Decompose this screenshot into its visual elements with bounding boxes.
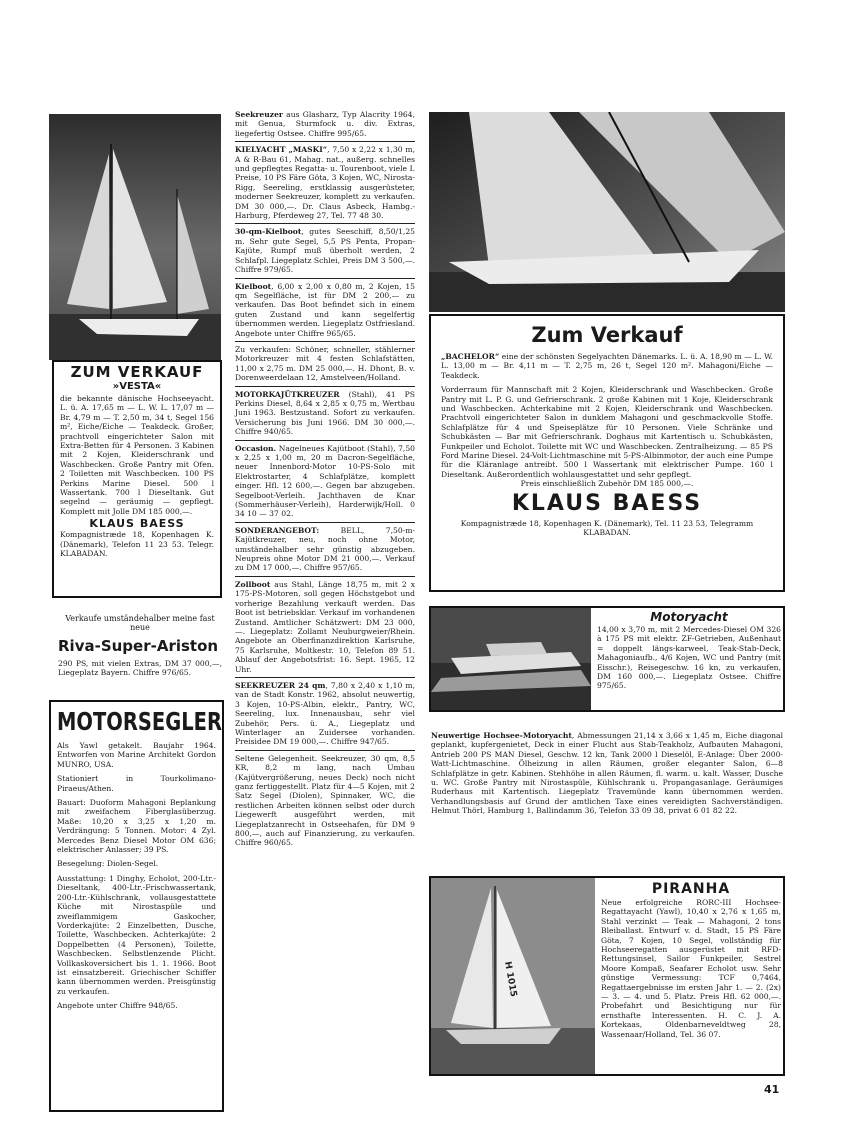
riva-name: Riva-Super-Ariston <box>58 636 219 655</box>
motorsegler-p3: Bauart: Duoform Mahagoni Beplankung mit zweifachem Fiberglasüberzug. Maße: 10,20 x 3,25 x 1,20 m. Verdrängung: 5 Tonnen. Motor: 4 Zyl. Mercedes Benz Diesel Motor OM 636; elektrischer Anlasser; 39 PS. <box>57 798 216 855</box>
motoryacht-title: Motoryacht <box>650 610 728 624</box>
classified-ad <box>235 345 415 383</box>
ad-body: Zu verkaufen: Schöner, schneller, stählerner Motorkreuzer mit 4 festen Schlafstätten, 11,00 x 2,75 m. DM 25 000,—. H. Dhont, B. v. Dorenweerdelaan 12, Amstelveen/Holland. <box>235 344 415 383</box>
classified-ad <box>235 681 415 747</box>
piranha-text <box>601 880 781 1039</box>
bachelor-specs: eine der schönsten Segelyachten Dänemarks. L. ü. A. 18,90 m — L. W. L. 13,00 m — Br. 4,11 m — T. 2,75 m, 26 t, Segel 120 m². Mahagoni/Eiche — Teakdeck. <box>441 352 773 380</box>
ad-lead: KIELYACHT „MASKI“ <box>235 145 328 155</box>
vesta-photo <box>49 114 221 360</box>
vesta-body: die bekannte dänische Hochseeyacht. L. ü. A. 17,65 m — L. W. L. 17,07 m — Br. 4,79 m — T. 2,50 m, 34 t, Segel 156 m², Eiche/Eiche — Teakdeck. Großer, prachtvoll eingerichteter Salon mit Extra-Betten für 4 Personen. 3 Kabinen mit 2 Kojen, Kleiderschrank und Waschbecken. Große Pantry mit Ofen. 2 Toiletten mit Waschbecken. 100 PS Perkins Marine Diesel. 500 l Wassertank. 700 l Dieseltank. Gut segelnd — geräumig — gepflegt. Komplett mit Jolle DM 185 000,—. <box>60 394 214 516</box>
page-number: 41 <box>764 1083 780 1096</box>
classified-ad <box>235 580 415 674</box>
bachelor-seller: KLAUS BAESS <box>511 490 703 516</box>
piranha-ad <box>429 876 785 1076</box>
hochsee-body: , Abmessungen 21,14 x 3,66 x 1,45 m, Eiche diagonal geplankt, kupfergenietet, Deck in einer Flucht aus Stab-Teakholz, Aufbauten Mahagoni, Antrieb 200 PS MAN Diesel, Geschw. 12 kn, Tank 2000 l Dieselöl, E-Anlage: Über 2000-Watt-Lichtmaschine. Ölheizung in allen Räumen, großer eleganter Salon, 6—8 Schlafplätze in getr. Kabinen. Stehhöhe in allen Räumen, fl. warm. u. kalt. Wasser, Dusche u. WC. Große Pantry mit Nirostaspüle, Kühlschrank u. Propangasanlage. Geräumiges Ruderhaus mit Kartentisch. Liegeplatz Travemünde kann übernommen werden. Verhandlungsbasis auf Grund der amtlichen Taxe eines vereidigten Sachverständigen. Helmut Thörl, Hamburg 1, Ballindamm 36, Telefon 33 09 38, privat 6 01 82 22. <box>431 731 783 816</box>
riva-intro: Verkaufe umständehalber meine fast neue <box>65 614 215 633</box>
vesta-title: ZUM VERKAUF <box>70 363 204 381</box>
classified-ad <box>235 282 415 338</box>
bachelor-photo <box>429 112 785 312</box>
riva-ad <box>58 614 222 678</box>
bachelor-address: Kompagnistræde 18, Kopenhagen K. (Dänemark), Tel. 11 23 53, Telegramm KLABADAN. <box>460 518 754 538</box>
motoryacht-ad <box>429 606 785 712</box>
ad-body: , 6,00 x 2,00 x 0,80 m, 2 Kojen, 15 qm Segelfläche, ist für DM 2 200,— zu verkaufen. Das Boot befindet sich in einem guten Zustand und kann segelfertig übernommen werden. Liegeplatz Ostfriesland. Angebote unter Chiffre 965/65. <box>235 281 415 338</box>
hochsee-ad <box>431 731 783 816</box>
motoryacht-body: 14,00 x 3,70 m, mit 2 Mercedes-Diesel OM 326 à 175 PS mit elektr. ZF-Getrieben, Außenhaut = doppelt längs-karweel, Teak-Stab-Deck, Mahagoniaufb., 4/6 Kojen, WC und Pantry (mit Eisschr.), Reisegeschw. 16 kn, zu verkaufen, DM 160 000,—. Liegeplatz Ostsee. Chiffre 975/65. <box>597 625 781 691</box>
motorsegler-p1: Als Yawl getakelt. Baujahr 1964. Entworfen von Marine Architekt Gordon MUNRO, USA. <box>57 741 216 769</box>
ad-lead: Zollboot <box>235 579 271 589</box>
classified-ad <box>235 390 415 437</box>
classifieds-column <box>235 110 415 848</box>
vesta-address: Kompagnistræde 18, Kopenhagen K. (Dänemark), Telefon 11 23 53. Telegr. KLABADAN. <box>60 530 214 559</box>
motoryacht-text <box>597 610 781 691</box>
classified-ad <box>235 110 415 138</box>
motorsegler-p2: Stationiert in Tourkolimano-Piraeus/Athen. <box>57 774 216 793</box>
ad-lead: MOTORKAJÜTKREUZER <box>235 389 340 399</box>
sail-number: H 1015 <box>502 960 519 998</box>
bachelor-intro <box>441 352 773 380</box>
vesta-name: »VESTA« <box>112 381 162 392</box>
ad-body: , 7,80 x 2,40 x 1,10 m, van de Stadt Konstr. 1962, absolut neuwertig, 3 Kojen, 10-PS-Albin, elektr., Pantry, WC, Seereling, lux. Innenausbau, sehr viel Zubehör, Pers. ü. A., Liegeplatz und Winterlager an Zuidersee vorhanden. Preisidee DM 19 000,—. Chiffre 947/65. <box>235 680 415 747</box>
ad-lead: Seekreuzer <box>235 110 283 119</box>
ad-body: , 7,50 x 2,22 x 1,30 m, A & R-Bau 61, Mahag. nat., außerg. schnelles und gepflegtes Regatta- u. Tourenboot, viele I. Preise, 10 PS Färe Göta, 3 Kojen, WC, Nirosta-Rigg, Seereling, erstklassig ausgerüsteter, moderner Seekreuzer, komplett zu verkaufen. DM 30 000,—. Dr. Claus Asbeck, Hambg.-Harburg, Pferdeweg 27, Tel. 77 48 30. <box>235 145 415 221</box>
bachelor-name: „BACHELOR“ <box>441 352 500 361</box>
riva-body: 290 PS, mit vielen Extras, DM 37 000,—, Liegeplatz Bayern. Chiffre 976/65. <box>58 658 222 678</box>
motorsegler-p6: Angebote unter Chiffre 948/65. <box>57 1001 178 1011</box>
motorsegler-p5: Ausstattung: 1 Dinghy, Echolot, 200-Ltr.-Dieseltank, 400-Ltr.-Frischwassertank, 200-Ltr.-Kühlschrank, vollausgestattete Küche mit Nirostaspüle und zweiflammigem Gaskocher, Vorderkajüte: 2 Einzelbetten, Dusche, Toilette, Waschbecken. Achterkajüte: 2 Doppelbetten (4 Personen), Toilette, Waschbecken. Selbstlenzende Plicht. Vollkaskoversichert bis 1. 1. 1966. Boot ist einsatzbereit. Griechischer Schiffer kann übernommen werden. Preisgünstig zu verkaufen. <box>57 873 216 996</box>
bachelor-body: Vorderraum für Mannschaft mit 2 Kojen, Kleiderschrank und Waschbecken. Große Pantry mit L. P. G. und Gefrierschrank. 2 große Kabinen mit 1 Koje, Kleiderschrank und Waschbecken. Achterkabine mit 2 Kojen, Kleiderschrank und Waschbecken. Prachtvoll eingerichteter Salon in dunklem Mahagoni und geschmackvolle Stoffe. Schlafplätze für 4 und Speiseplätze für 10 Personen. Viele Schränke und Schubkästen — Bar mit Gefrierschrank. Doghaus mit Kartentisch u. Schubkästen, Funkpeiler und Echolot. Toilette mit WC und Waschbecken. Zentralheizung. — 85 PS Ford Marine Diesel. 24-Volt-Lichtmaschine mit 5-PS-Albinmotor, der auch eine Pumpe für die Kläranlage antreibt. 500 l Wassertank mit elektrischer Pumpe. 160 l Dieseltank. Außerordentlich wohlausgestattet und sehr gepflegt. <box>441 385 773 479</box>
vesta-ad <box>52 360 222 598</box>
ad-body: (Stahl), 41 PS Perkins Diesel, 8,64 x 2,85 x 0,75 m, Wertbau Juni 1963. Bestzustand. Sofort zu verkaufen. Versicherung bis Juni 1966. DM 30 000,—. Chiffre 940/65. <box>235 389 415 437</box>
motorsegler-ad <box>49 700 224 1112</box>
ad-body: aus Glasharz, Typ Alacrity 1964, mit Genua, Sturmfock u. div. Extras, liegefertig Ostsee. Chiffre 995/65. <box>235 110 415 138</box>
ad-lead: SEEKREUZER 24 qm <box>235 680 326 690</box>
bachelor-ad <box>429 314 785 592</box>
ad-body: , gutes Seeschiff, 8,50/1,25 m. Sehr gute Segel, 5,5 PS Penta, Propan-Kajüte, Rumpf muß überholt werden, 2 Schlafpl. Liegeplatz Schlei, Preis DM 3 500,—. Chiffre 979/65. <box>235 227 415 275</box>
ad-body: Seltene Gelegenheit. Seekreuzer, 30 qm, 8,5 KR, 8,2 m lang, nach Umbau (Kajütvergrößerung, neues Deck) noch nicht ganz fertiggestellt. Platz für 4—5 Kojen, mit 2 Satz Segel (Diolen), Spinnaker, WC, die restlichen Arbeiten können selbst oder durch Liegewerft ausgeführt werden, mit Liegeplatzanrecht in Ostseehafen, für DM 9 800,—, auch auf Finanzierung, zu verkaufen. Chiffre 960/65. <box>235 753 415 848</box>
ad-body: aus Stahl, Länge 18,75 m, mit 2 x 175-PS-Motoren, soll gegen Höchstgebot und vorherige Bezahlung verkauft werden. Das Boot ist betriebsklar. Verkauf im vorhandenen Zustand. Amtlicher Schätzwert: DM 23 000,—. Liegeplatz: Zollamt Neuburgweier/Rhein. Angebote an Oberfinanzdirektion Karlsruhe, 75 Karlsruhe, Moltkestr. 10, Telefon 89 51. Ablauf der Angebotsfrist: 16. Sept. 1965, 12 Uhr. <box>235 579 415 674</box>
ad-lead: Occasion. <box>235 443 277 453</box>
ad-body: Nagelneues Kajütboot (Stahl), 7,50 x 2,25 x 1,00 m, 20 m Dacron-Segelfläche, neuer Innenbord-Motor 10-PS-Solo mit Elektrostarter, 4 Schlafplätze, komplett einger. Hfl. 12 600,—. Gegen bar abzugeben. Segelboot-Verleih. Jachthaven de Knar (Sommerhäuser-Verleih), Harderwijk/Holl. 0 34 10 — 37 02. <box>235 443 415 519</box>
piranha-body: Neue erfolgreiche RORC-III Hochsee-Regattayacht (Yawl), 10,40 x 2,76 x 1,65 m, Stahl verzinkt — Teak — Mahagoni, 2 tons Bleiballast. Entwurf v. d. Stadt, 15 PS Färe Göta, 7 Kojen, 10 Segel, vollständig für Hochseeregatten ausgerüstet mit RFD-Rettungsinsel, Sailor Funkpeiler, Sestrel Moore Kompaß, Seafarer Echolot usw. Sehr günstige Vermessung: TCF 0,7464, Regattaergebnisse im ersten Jahr 1. — 2. (2x) — 3. — 4. und 5. Platz. Preis Hfl. 62 000,—. Probefahrt und Besichtigung nur für ernsthafte Interessenten. H. C. J. A. Kortekaas, Oldenbarneveldtweg 28, Wassenaar/Holland, Tel. 36 07. <box>601 898 781 1039</box>
ad-lead: SONDERANGEBOT: <box>235 525 320 535</box>
ad-lead: 30-qm-Kielboot <box>235 227 302 237</box>
classified-ad <box>235 145 415 220</box>
classified-ad <box>235 227 415 274</box>
hochsee-lead: Neuwertige Hochsee-Motoryacht <box>431 731 572 740</box>
classified-ad <box>235 526 415 573</box>
vesta-seller: KLAUS BAESS <box>89 517 185 531</box>
bachelor-title: Zum Verkauf <box>531 323 683 347</box>
classified-ad <box>235 444 415 519</box>
classified-ad <box>235 754 415 848</box>
piranha-photo <box>431 878 595 1074</box>
motorsegler-p4: Besegelung: Diolen-Segel. <box>57 859 159 869</box>
motorsegler-title: MOTORSEGLER <box>57 707 223 736</box>
motoryacht-photo <box>431 608 591 710</box>
bachelor-price: Preis einschließlich Zubehör DM 185 000,—. <box>520 479 694 489</box>
piranha-title: PIRANHA <box>651 881 731 897</box>
ad-lead: Kielboot <box>235 281 272 291</box>
ad-body: BELL, 7,50-m-Kajütkreuzer, neu, noch ohne Motor, umständehalber sehr günstig abzugeben. Neupreis ohne Motor DM 21 000,—. Verkauf zu DM 17 000,—. Chiffre 957/65. <box>235 525 415 573</box>
